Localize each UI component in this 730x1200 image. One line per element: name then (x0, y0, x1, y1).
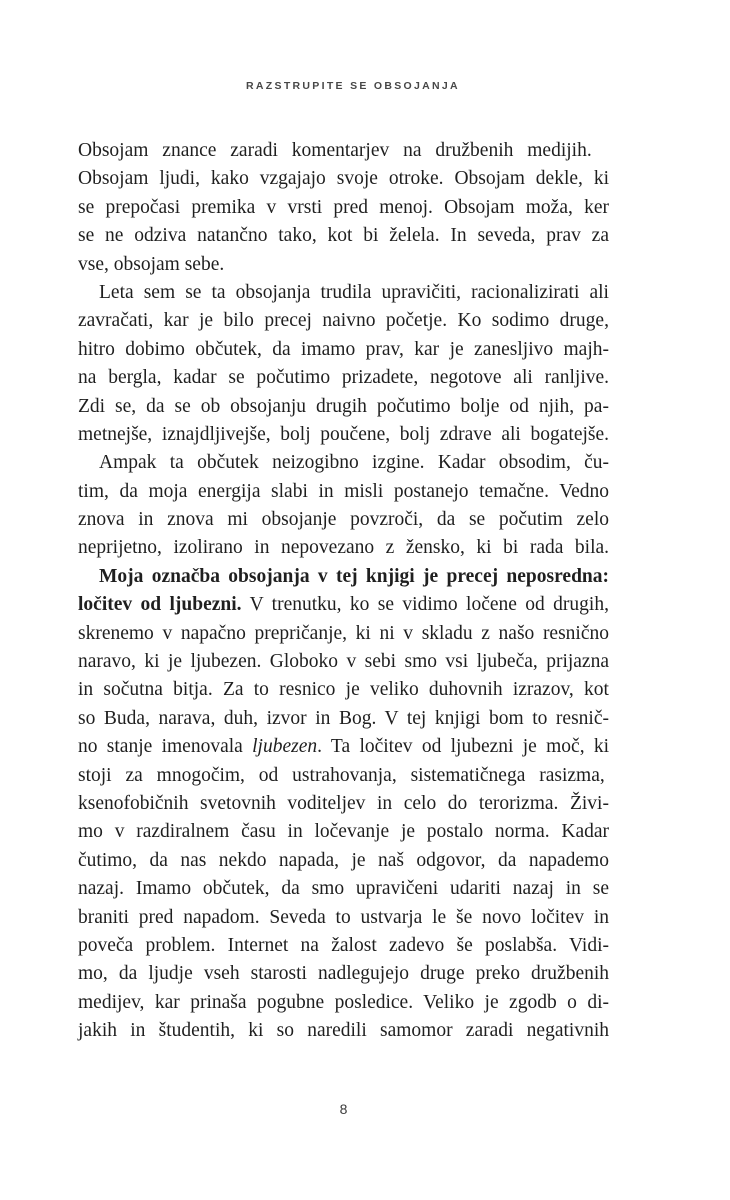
text-segment-regular: zavračati, kar je bilo precej naivno početje. Ko sodimo druge, (78, 310, 609, 332)
text-segment-regular: mo, da ljudje vseh starosti nadlegujejo druge preko družbenih (78, 963, 610, 985)
text-segment-regular: no stanje imenovala (78, 736, 253, 758)
text-line (78, 591, 609, 619)
text-segment-regular: vse, obsojam sebe. (78, 253, 225, 275)
text-line (78, 421, 609, 449)
text-line (78, 1017, 609, 1045)
text-segment-regular: mo v razdiralnem času in ločevanje je postalo norma. Kadar (78, 821, 610, 843)
text-segment-regular: nazaj. Imamo občutek, da smo upravičeni udariti nazaj in se (78, 878, 610, 900)
text-segment-regular: so Buda, narava, duh, izvor in Bog. V tej knjigi bom to resnič- (78, 707, 609, 729)
text-line (78, 165, 609, 193)
text-segment-regular: Zdi se, da se ob obsojanju drugih počutimo bolje od njih, pa- (78, 395, 609, 417)
text-line (78, 818, 609, 846)
text-line (78, 336, 609, 364)
text-segment-regular: se ne odziva natančno tako, kot bi želela. In seveda, prav za (78, 225, 609, 247)
text-segment-regular: znova in znova mi obsojanje povzroči, da se počutim zelo (78, 509, 609, 531)
text-line (78, 648, 609, 676)
text-line (78, 563, 609, 591)
text-segment-regular: skrenemo v napačno prepričanje, ki ni v skladu z našo resnično (78, 622, 609, 644)
text-segment-regular: jakih in študentih, ki so naredili samomor zaradi negativnih (78, 1020, 609, 1042)
text-segment-regular: metnejše, iznajdljivejše, bolj poučene, bolj zdrave ali bogatejše. (78, 423, 610, 445)
text-line (78, 449, 609, 477)
text-segment-regular: stoji za mnogočim, od ustrahovanja, sistematičnega rasizma, (78, 764, 605, 786)
text-line (78, 932, 609, 960)
text-segment-bold: ločitev od ljubezni. (78, 594, 242, 616)
text-line (78, 989, 609, 1017)
text-segment-regular: neprijetno, izolirano in nepovezano z žensko, ki bi rada bila. (78, 537, 610, 559)
text-segment-regular: poveča problem. Internet na žalost zadevo še poslabša. Vidi- (78, 934, 610, 956)
text-segment-bold: Moja označba obsojanja v tej knjigi je precej neposredna: (99, 565, 610, 587)
text-line (78, 478, 609, 506)
text-line (78, 307, 609, 335)
text-segment-regular: in sočutna bitja. Za to resnico je veliko duhovnih izrazov, kot (78, 679, 609, 701)
text-line (78, 790, 609, 818)
text-segment-regular: se prepočasi premika v vrsti pred menoj. Obsojam moža, ker (78, 196, 609, 218)
body-text-block (78, 137, 609, 1046)
text-line (78, 222, 609, 250)
text-line (78, 364, 609, 392)
text-segment-regular: braniti pred napadom. Seveda to ustvarja le še novo ločitev in (78, 906, 610, 928)
text-segment-regular: naravo, ki je ljubezen. Globoko v sebi smo vsi ljubeča, prijazna (78, 651, 609, 673)
text-segment-regular: na bergla, kadar se počutimo prizadete, negotove ali ranljive. (78, 367, 610, 389)
text-line (78, 506, 609, 534)
text-segment-regular: tim, da moja energija slabi in misli postanejo temačne. Vedno (78, 480, 610, 502)
text-segment-regular: . Ta ločitev od ljubezni je moč, ki (317, 736, 610, 758)
text-line (78, 534, 609, 562)
text-segment-italic: ljubezen (252, 736, 318, 758)
page-number: 8 (339, 1101, 348, 1117)
text-line (78, 620, 609, 648)
text-segment-regular: Obsojam znance zaradi komentarjev na družbenih medijih. (78, 140, 592, 161)
text-segment-regular: ksenofobičnih svetovnih voditeljev in celo do terorizma. Živi- (78, 792, 609, 814)
text-line (78, 137, 609, 165)
text-line (78, 904, 609, 932)
text-segment-regular: čutimo, da nas nekdo napada, je naš odgovor, da napademo (78, 849, 609, 871)
text-segment-regular: V trenutku, ko se vidimo ločene od drugih, (241, 594, 609, 616)
text-line (78, 279, 609, 307)
running-header: RAZSTRUPITE SE OBSOJANJA (246, 80, 460, 92)
text-line (78, 875, 609, 903)
text-line (78, 676, 609, 704)
text-segment-regular: medijev, kar prinaša pogubne posledice. Veliko je zgodb o di- (78, 991, 610, 1013)
text-segment-regular: Ampak ta občutek neizogibno izgine. Kadar obsodim, ču- (99, 452, 610, 474)
text-segment-regular: Obsojam ljudi, kako vzgajajo svoje otroke. Obsojam dekle, ki (78, 168, 610, 190)
text-line (78, 251, 609, 279)
text-line (78, 393, 609, 421)
text-line (78, 960, 609, 988)
text-segment-regular: hitro dobimo občutek, da imamo prav, kar je zanesljivo majh- (78, 338, 609, 360)
text-line (78, 733, 609, 761)
text-line (78, 847, 609, 875)
text-line (78, 705, 609, 733)
text-line (78, 194, 609, 222)
text-line (78, 762, 609, 790)
text-segment-regular: Leta sem se ta obsojanja trudila upravičiti, racionalizirati ali (99, 281, 609, 303)
